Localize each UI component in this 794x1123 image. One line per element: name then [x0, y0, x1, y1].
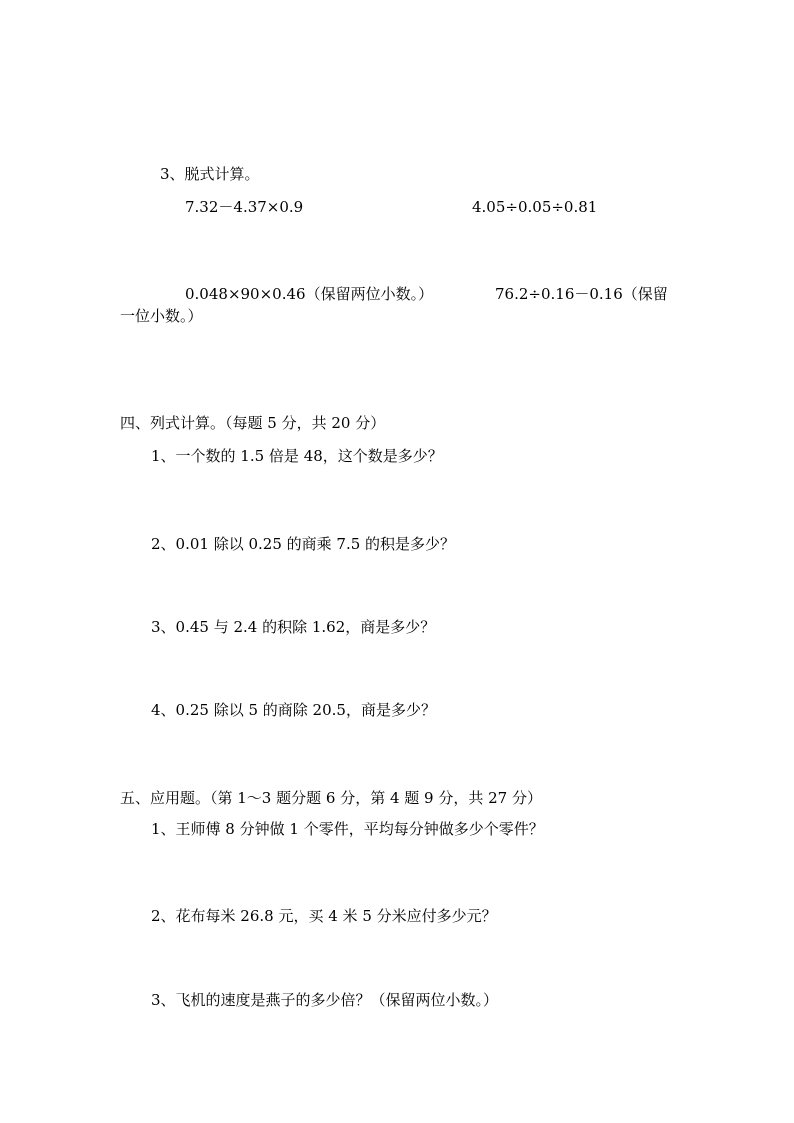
calc-expression-2: 4.05÷0.05÷0.81	[472, 198, 598, 216]
section5-question-2: 2、花布每米 26.8 元，买 4 米 5 分米应付多少元？	[151, 907, 497, 925]
calc-expression-4-line1: 76.2÷0.16－0.16（保留	[495, 285, 668, 303]
calc-expression-3: 0.048×90×0.46（保留两位小数。）	[185, 285, 434, 303]
section5-heading: 五、应用题。（第 1～3 题分题 6 分，第 4 题 9 分，共 27 分）	[120, 789, 542, 807]
section4-question-3: 3、0.45 与 2.4 的积除 1.62，商是多少？	[151, 618, 436, 636]
calc-expression-4-line2: 一位小数。）	[120, 307, 203, 325]
section4-heading: 四、列式计算。（每题 5 分，共 20 分）	[120, 414, 386, 432]
section5-question-1: 1、王师傅 8 分钟做 1 个零件，平均每分钟做多少个零件？	[151, 820, 544, 838]
calc-expression-1: 7.32－4.37×0.9	[185, 198, 304, 216]
section5-question-3: 3、飞机的速度是燕子的多少倍？（保留两位小数。）	[151, 991, 499, 1009]
section3-title: 3、脱式计算。	[160, 165, 260, 183]
section4-question-1: 1、一个数的 1.5 倍是 48，这个数是多少？	[151, 447, 443, 465]
section4-question-2: 2、0.01 除以 0.25 的商乘 7.5 的积是多少？	[151, 535, 456, 553]
section4-question-4: 4、0.25 除以 5 的商除 20.5，商是多少？	[151, 701, 436, 719]
